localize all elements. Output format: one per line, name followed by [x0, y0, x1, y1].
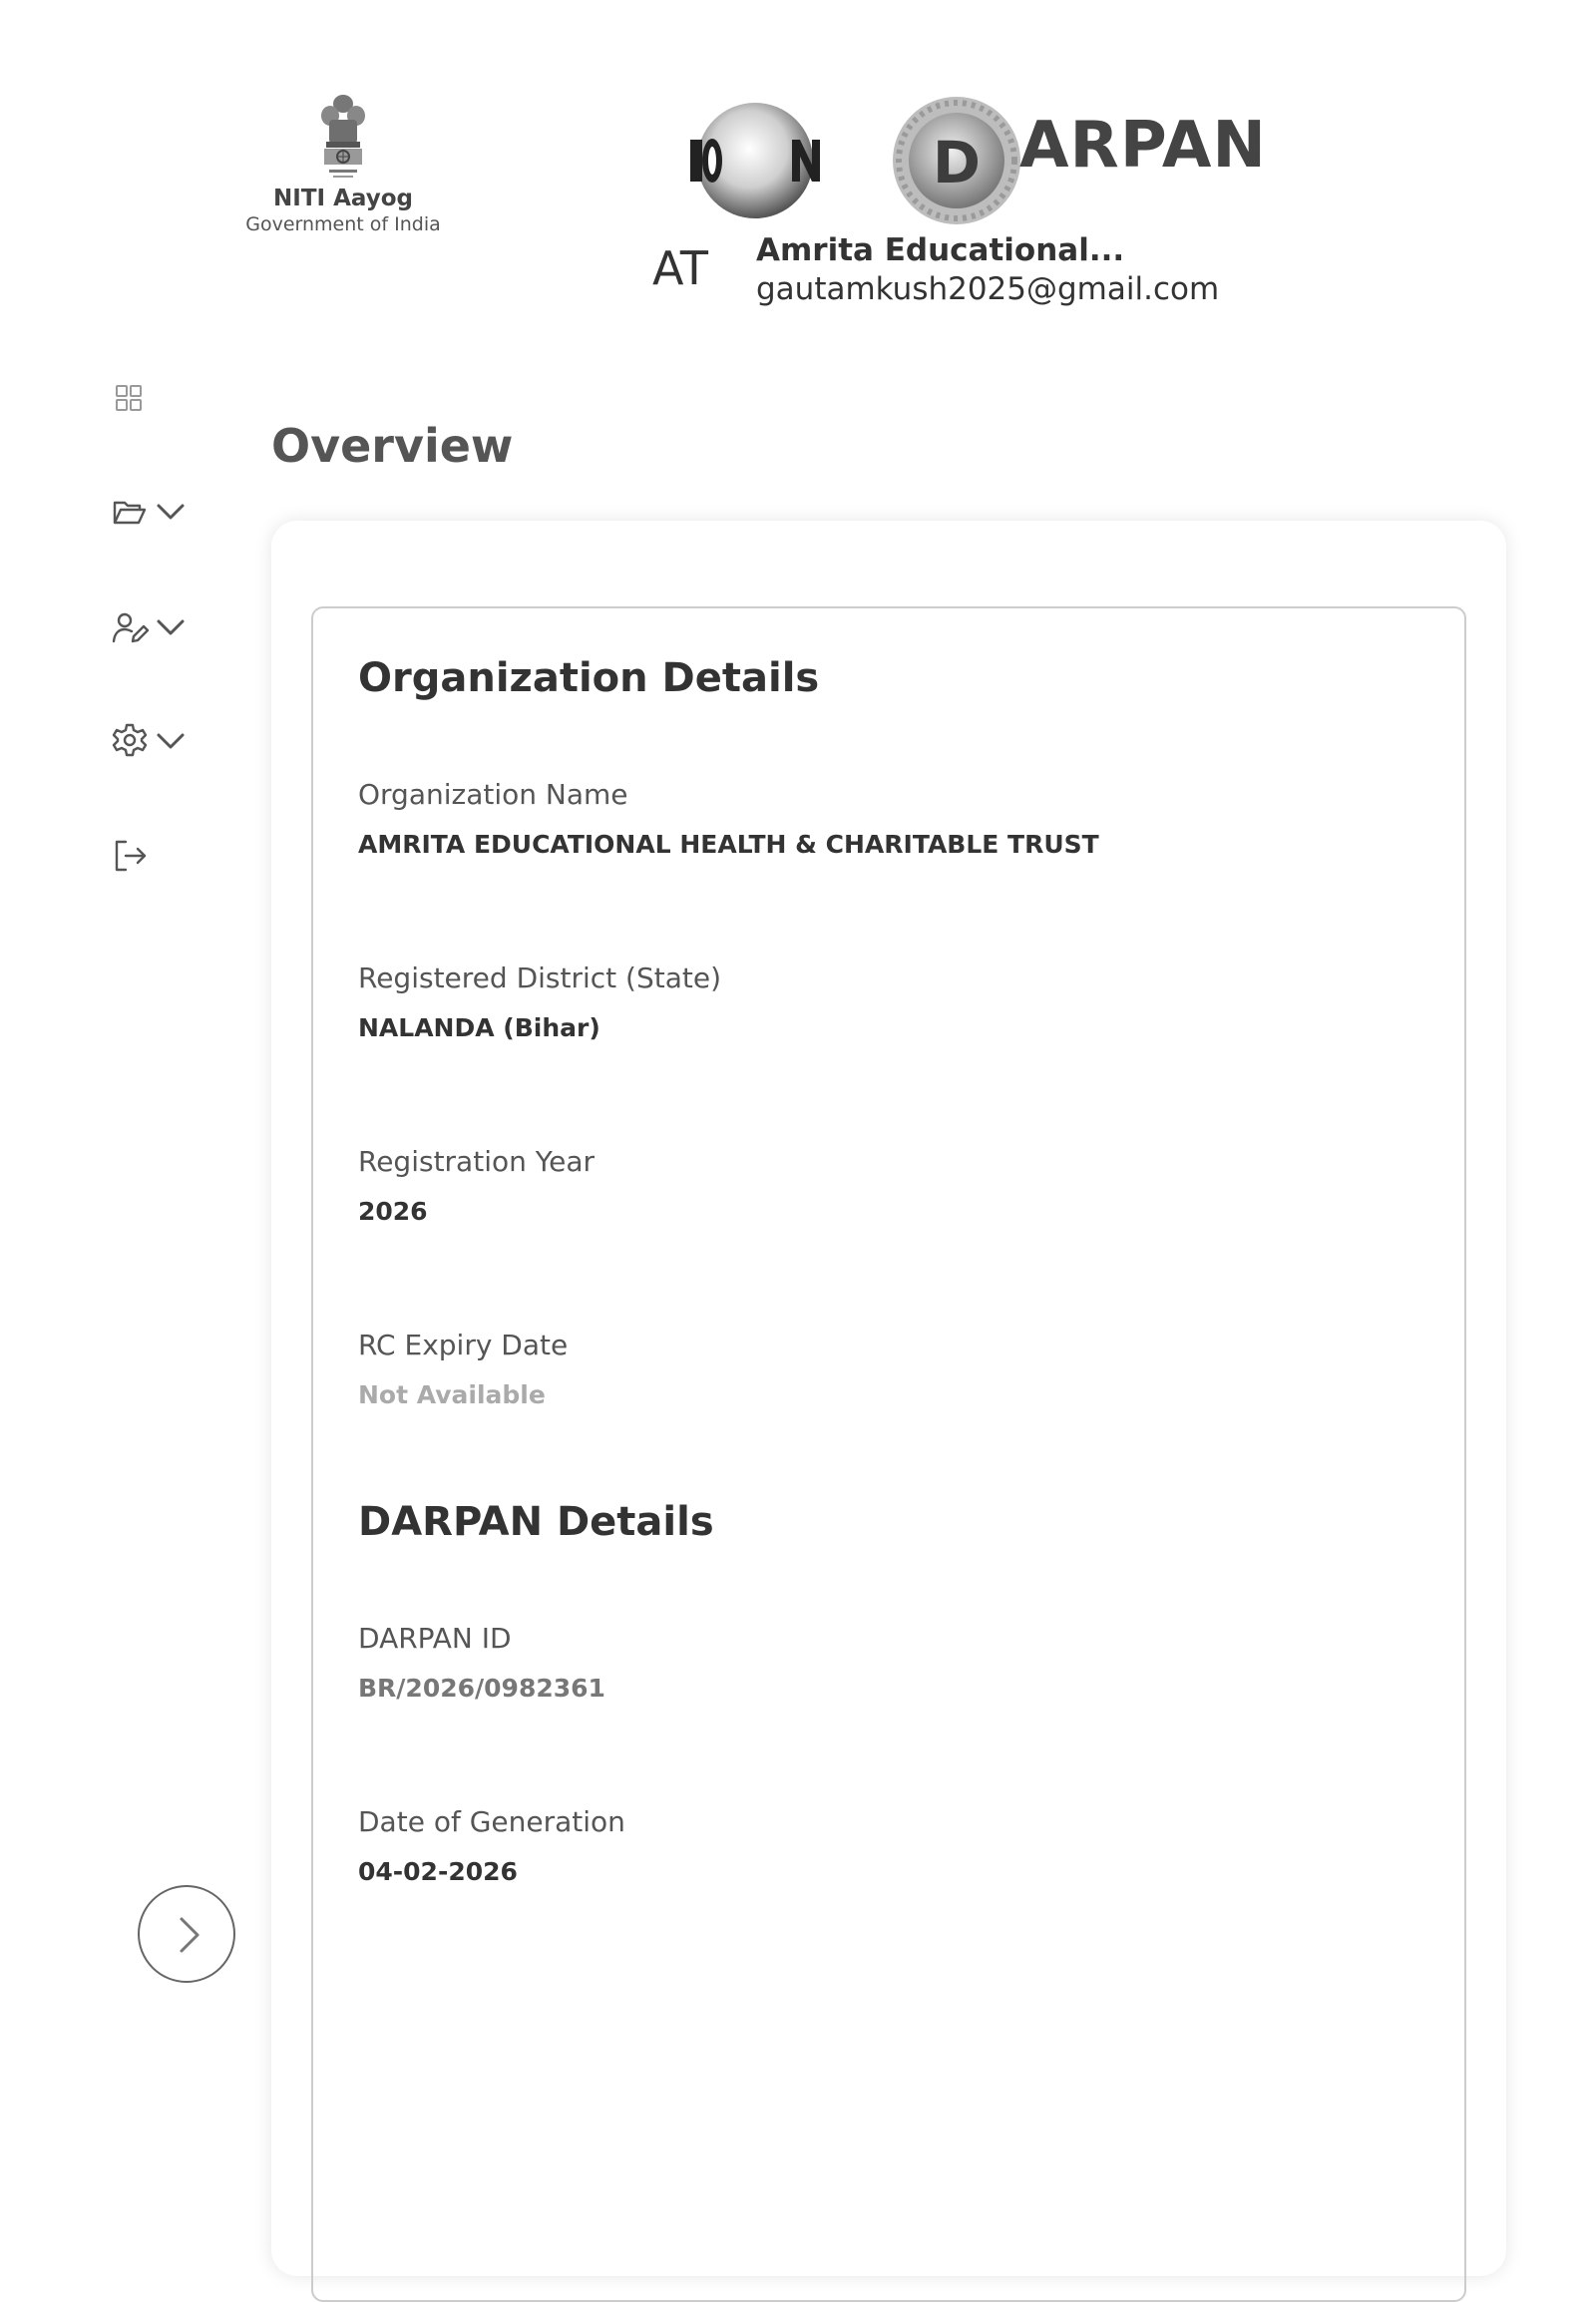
registration-year-label: Registration Year: [358, 1145, 596, 1178]
logout-icon[interactable]: [112, 838, 148, 874]
gear-icon[interactable]: [112, 722, 148, 758]
user-email: gautamkush2025@gmail.com: [756, 271, 1220, 307]
darpan-logo: [890, 94, 1267, 227]
darpan-seal-icon: [890, 94, 1023, 227]
folder-open-icon[interactable]: [112, 495, 148, 531]
organization-details-heading: Organization Details: [358, 655, 820, 701]
user-edit-icon[interactable]: [112, 610, 150, 646]
details-panel: [311, 606, 1466, 2302]
darpan-wordmark: ARPAN: [1019, 109, 1267, 183]
chevron-down-icon[interactable]: [156, 616, 186, 638]
rc-expiry-value: Not Available: [358, 1380, 546, 1409]
rc-expiry-label: RC Expiry Date: [358, 1329, 569, 1361]
chevron-down-icon[interactable]: [156, 501, 186, 523]
sidebar-expand-button[interactable]: [138, 1885, 235, 1983]
chevron-right-icon: [166, 1913, 209, 1957]
user-org-name: Amrita Educational...: [756, 232, 1125, 268]
darpan-id-value: BR/2026/0982361: [358, 1674, 605, 1703]
date-of-generation-label: Date of Generation: [358, 1805, 625, 1838]
date-of-generation-value: 04-02-2026: [358, 1857, 518, 1886]
registered-district-label: Registered District (State): [358, 961, 721, 994]
darpan-seal-letter: D: [932, 129, 982, 196]
organization-name-value: AMRITA EDUCATIONAL HEALTH & CHARITABLE TRUST: [358, 830, 1099, 859]
registration-year-value: 2026: [358, 1197, 428, 1226]
avatar[interactable]: AT: [652, 241, 708, 295]
user-info[interactable]: [756, 231, 1219, 309]
globe-logo-icon: [686, 98, 824, 223]
page-title: Overview: [271, 419, 514, 473]
chevron-down-icon[interactable]: [156, 730, 186, 752]
organization-name-label: Organization Name: [358, 778, 628, 811]
registered-district-value: NALANDA (Bihar): [358, 1013, 600, 1042]
national-emblem-icon: [315, 92, 371, 182]
niti-aayog-subtitle: Government of India: [245, 213, 441, 235]
darpan-details-heading: DARPAN Details: [358, 1499, 714, 1545]
niti-aayog-name: NITI Aayog: [273, 186, 413, 211]
dashboard-grid-icon[interactable]: [114, 383, 144, 413]
niti-aayog-logo: [235, 92, 451, 235]
darpan-id-label: DARPAN ID: [358, 1622, 512, 1655]
